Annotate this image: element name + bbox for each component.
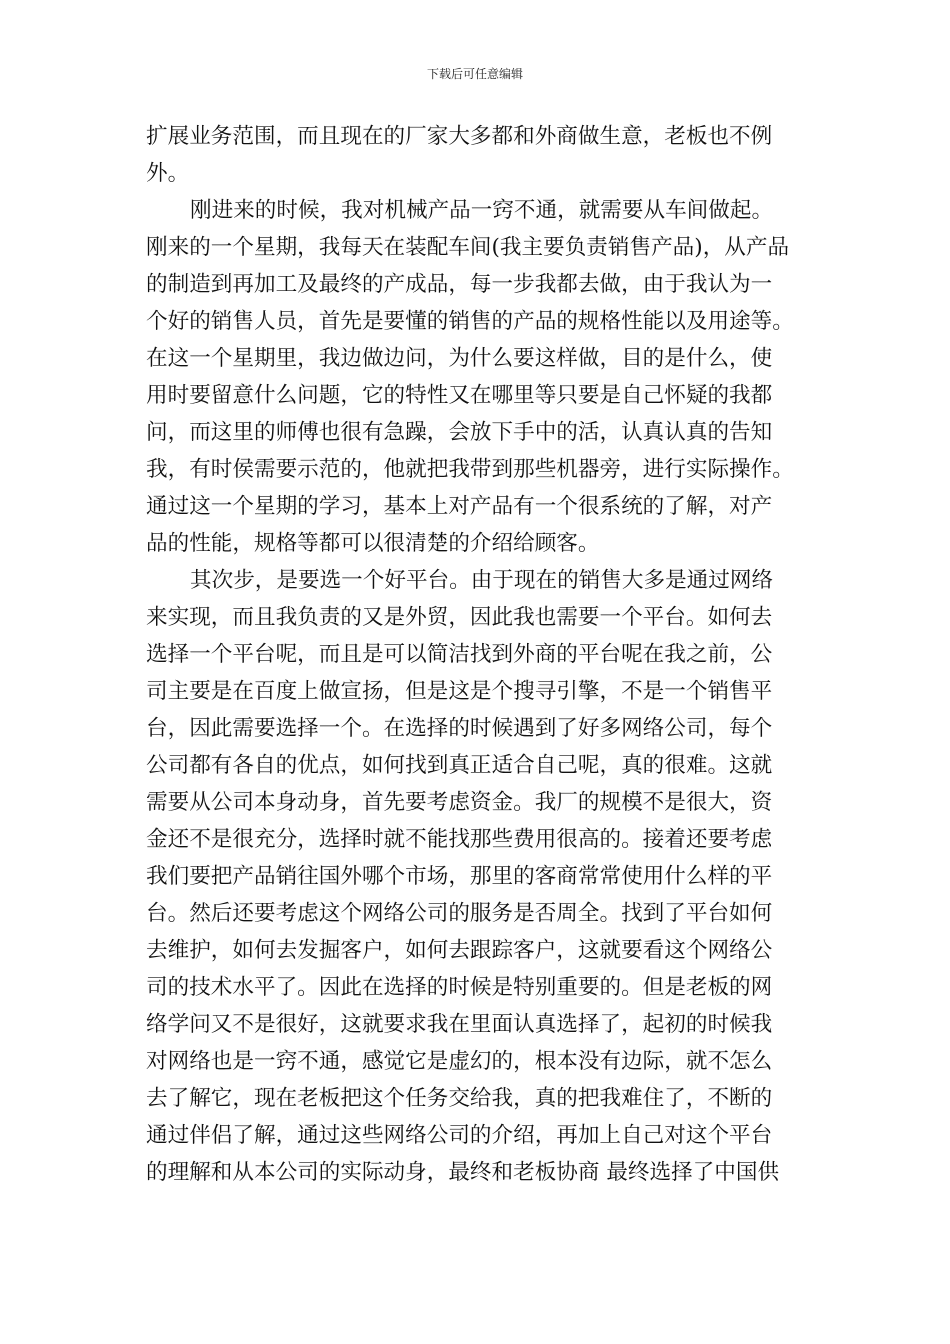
- text-line: 通过伴侣了解，通过这些网络公司的介绍，再加上自己对这个平台: [146, 1123, 773, 1148]
- text-line: 的制造到再加工及最终的产成品，每一步我都去做，由于我认为一: [146, 272, 773, 297]
- text-line: 品的性能，规格等都可以很清楚的介绍给顾客。: [146, 531, 600, 556]
- text-line: 个好的销售人员，首先是要懂的销售的产品的规格性能以及用途等。: [146, 309, 794, 334]
- text-line: 去维护，如何去发掘客户，如何去跟踪客户，这就要看这个网络公: [146, 938, 773, 963]
- text-line: 去了解它，现在老板把这个任务交给我，真的把我难住了，不断的: [146, 1086, 773, 1111]
- text-line: 刚来的一个星期，我每天在装配车间(我主要负责销售产品)，从产品: [146, 235, 790, 260]
- page-header: 下载后可任意编辑: [426, 67, 523, 81]
- text-line: 的理解和从本公司的实际动身，最终和老板协商 最终选择了中国供: [146, 1160, 780, 1185]
- text-line: 来实现，而且我负责的又是外贸，因此我也需要一个平台。如何去: [146, 605, 773, 630]
- text-line: 选择一个平台呢，而且是可以简洁找到外商的平台呢在我之前，公: [146, 642, 773, 667]
- text-line: 扩展业务范围，而且现在的厂家大多都和外商做生意，老板也不例: [146, 124, 773, 149]
- text-line: 司主要是在百度上做宣扬，但是这是个搜寻引擎，不是一个销售平: [146, 679, 773, 704]
- text-line: 司的技术水平了。因此在选择的时候是特别重要的。但是老板的网: [146, 975, 773, 1000]
- text-line: 在这一个星期里，我边做边问，为什么要这样做，目的是什么，使: [146, 346, 773, 371]
- text-line: 台，因此需要选择一个。在选择的时候遇到了好多网络公司，每个: [146, 716, 773, 741]
- text-line: 络学问又不是很好，这就要求我在里面认真选择了，起初的时候我: [146, 1012, 773, 1037]
- text-line: 台。然后还要考虑这个网络公司的服务是否周全。找到了平台如何: [146, 901, 773, 926]
- paragraph-start-line: 刚进来的时候，我对机械产品一窍不通，就需要从车间做起。: [190, 198, 774, 223]
- body-text: [146, 118, 806, 1191]
- text-line: 公司都有各自的优点，如何找到真正适合自己呢，真的很难。这就: [146, 753, 773, 778]
- text-line: 我，有时侯需要示范的，他就把我带到那些机器旁，进行实际操作。: [146, 457, 794, 482]
- text-line: 通过这一个星期的学习，基本上对产品有一个很系统的了解，对产: [146, 494, 773, 519]
- text-line: 用时要留意什么问题，它的特性又在哪里等只要是自己怀疑的我都: [146, 383, 773, 408]
- text-line: 我们要把产品销往国外哪个市场，那里的客商常常使用什么样的平: [146, 864, 773, 889]
- text-line: 问，而这里的师傅也很有急躁，会放下手中的活，认真认真的告知: [146, 420, 773, 445]
- text-line: 需要从公司本身动身，首先要考虑资金。我厂的规模不是很大，资: [146, 790, 773, 815]
- text-line: 对网络也是一窍不通，感觉它是虚幻的，根本没有边际，就不怎么: [146, 1049, 773, 1074]
- text-line: 外。: [146, 161, 190, 186]
- paragraph-start-line: 其次步，是要选一个好平台。由于现在的销售大多是通过网络: [190, 568, 774, 593]
- text-line: 金还不是很充分，选择时就不能找那些费用很高的。接着还要考虑: [146, 827, 773, 852]
